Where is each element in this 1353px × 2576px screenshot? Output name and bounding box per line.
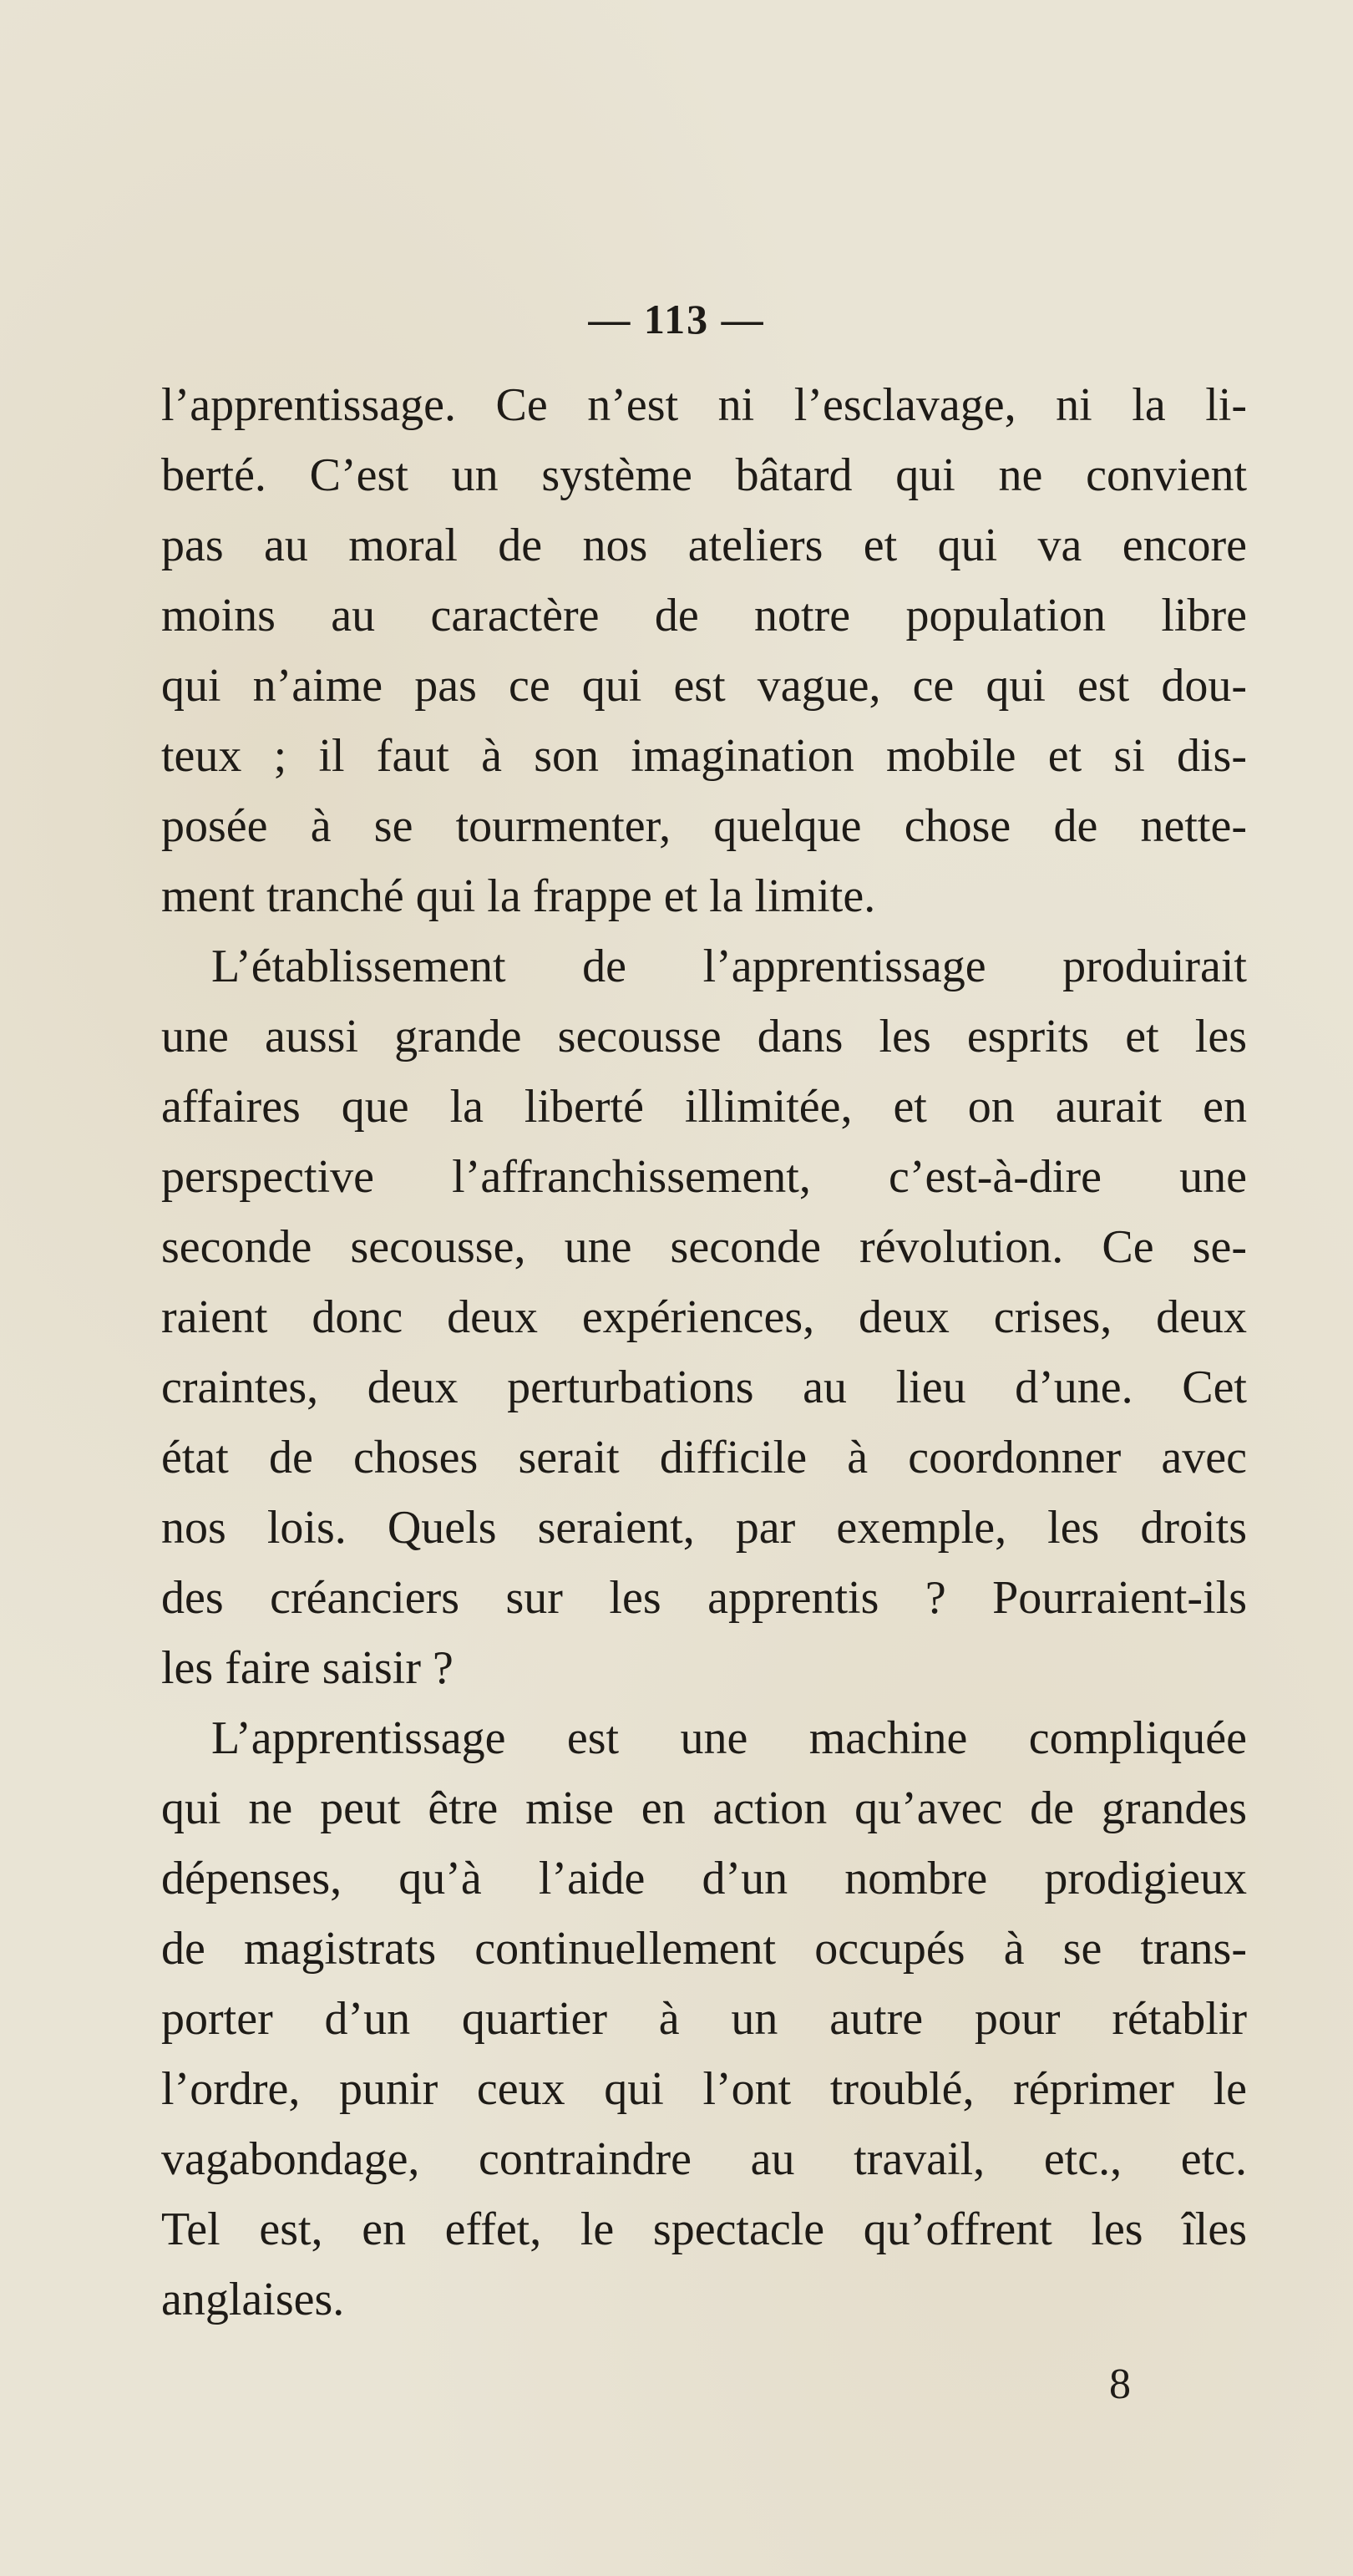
paragraph: [161, 370, 1247, 931]
text-line: pas au moral de nos ateliers et qui va encore: [161, 520, 1247, 571]
text-line: seconde secousse, une seconde révolution. Ce se-: [161, 1221, 1247, 1273]
text-line: perspective l’affranchissement, c’est-à-dire une: [161, 1151, 1247, 1203]
text-line: ment tranché qui la frappe et la limite.: [161, 870, 876, 922]
text-line: berté. C’est un système bâtard qui ne convient: [161, 449, 1247, 501]
paragraph: [161, 931, 1247, 1703]
text-line: posée à se tourmenter, quelque chose de nette-: [161, 800, 1247, 852]
text-line: dépenses, qu’à l’aide d’un nombre prodigieux: [161, 1853, 1247, 1904]
text-line: les faire saisir ?: [161, 1642, 454, 1694]
text-line: une aussi grande secousse dans les esprits et les: [161, 1011, 1247, 1062]
body-text: [161, 370, 1247, 2335]
signature-mark: 8: [1109, 2360, 1131, 2408]
text-line: affaires que la liberté illimitée, et on aurait en: [161, 1081, 1247, 1133]
text-line: porter d’un quartier à un autre pour rétablir: [161, 1993, 1247, 2045]
text-line: de magistrats continuellement occupés à se trans-: [161, 1923, 1247, 1975]
text-line: qui ne peut être mise en action qu’avec de grandes: [161, 1782, 1247, 1834]
paragraph: [161, 1703, 1247, 2335]
text-line: raient donc deux expériences, deux crises, deux: [161, 1291, 1247, 1343]
text-line: moins au caractère de notre population libre: [161, 590, 1247, 641]
text-line: qui n’aime pas ce qui est vague, ce qui est dou-: [161, 660, 1247, 712]
text-line: Tel est, en effet, le spectacle qu’offrent les îles: [161, 2203, 1247, 2255]
text-line: l’apprentissage. Ce n’est ni l’esclavage, ni la li-: [161, 379, 1247, 431]
text-line: nos lois. Quels seraient, par exemple, les droits: [161, 1502, 1247, 1554]
text-line: état de choses serait difficile à coordonner avec: [161, 1432, 1247, 1483]
text-line: craintes, deux perturbations au lieu d’une. Cet: [161, 1362, 1247, 1413]
text-line: l’ordre, punir ceux qui l’ont troublé, réprimer le: [161, 2063, 1247, 2115]
text-line: des créanciers sur les apprentis ? Pourraient-ils: [161, 1572, 1247, 1624]
text-line: L’établissement de l’apprentissage produirait: [211, 941, 1247, 992]
text-line: vagabondage, contraindre au travail, etc., etc.: [161, 2133, 1247, 2185]
text-line: anglaises.: [161, 2274, 345, 2325]
page-number: — 113 —: [588, 296, 765, 342]
text-line: L’apprentissage est une machine compliquée: [211, 1712, 1247, 1764]
text-line: teux ; il faut à son imagination mobile et si dis-: [161, 730, 1247, 782]
